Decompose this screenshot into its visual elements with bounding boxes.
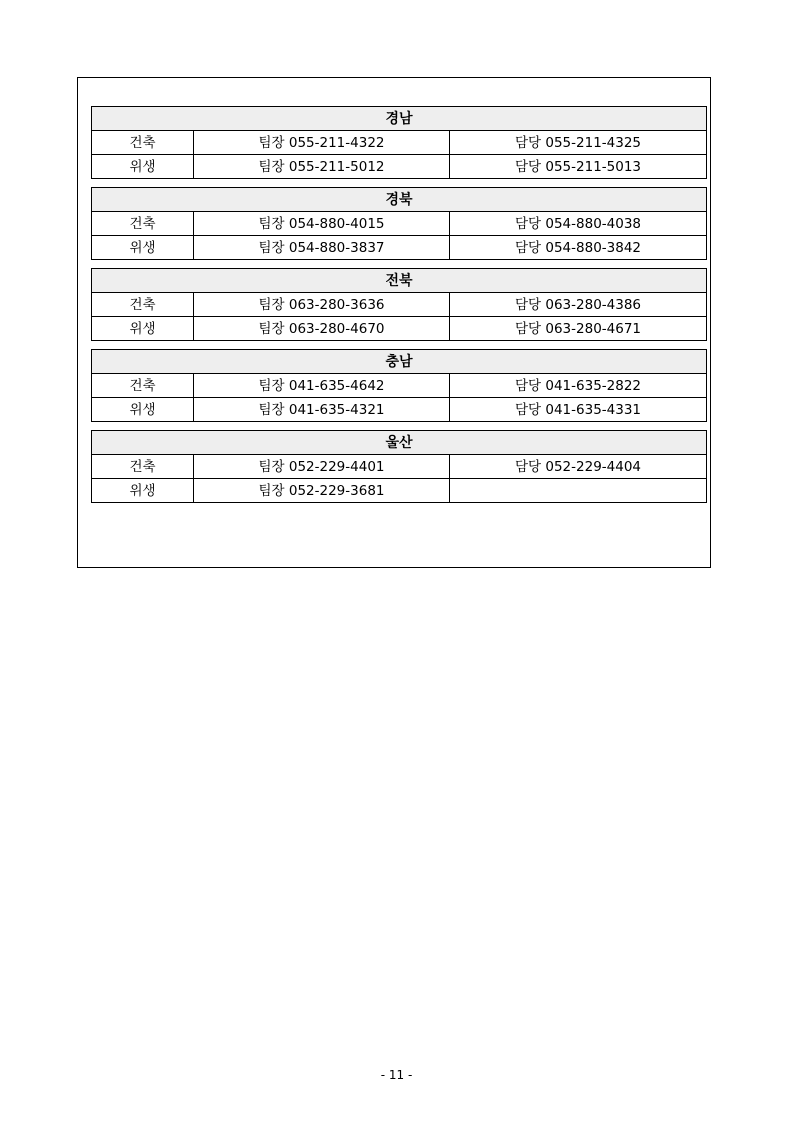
table-row <box>92 212 707 236</box>
leader-phone-cell: 팀장 041-635-4321 <box>194 398 450 422</box>
table-row <box>92 293 707 317</box>
staff-phone-cell: 담당 063-280-4386 <box>450 293 707 317</box>
staff-phone-cell: 담당 052-229-4404 <box>450 455 707 479</box>
staff-phone-cell: 담당 054-880-4038 <box>450 212 707 236</box>
leader-phone-cell: 팀장 054-880-4015 <box>194 212 450 236</box>
dept-cell: 건축 <box>92 455 194 479</box>
region-table-jeonbuk <box>91 268 707 341</box>
staff-phone-cell <box>450 479 707 503</box>
page-number: - 11 - <box>380 1068 413 1082</box>
table-row <box>92 479 707 503</box>
dept-cell: 건축 <box>92 293 194 317</box>
dept-cell: 위생 <box>92 236 194 260</box>
leader-phone-cell: 팀장 052-229-3681 <box>194 479 450 503</box>
table-row <box>92 455 707 479</box>
leader-phone-cell: 팀장 055-211-5012 <box>194 155 450 179</box>
staff-phone-cell: 담당 055-211-4325 <box>450 131 707 155</box>
region-title: 충남 <box>92 350 707 374</box>
region-title: 경북 <box>92 188 707 212</box>
region-title: 전북 <box>92 269 707 293</box>
table-row <box>92 131 707 155</box>
dept-cell: 건축 <box>92 374 194 398</box>
table-row <box>92 398 707 422</box>
regions-container <box>91 106 706 511</box>
dept-cell: 위생 <box>92 479 194 503</box>
dept-cell: 위생 <box>92 398 194 422</box>
staff-phone-cell: 담당 041-635-4331 <box>450 398 707 422</box>
leader-phone-cell: 팀장 063-280-4670 <box>194 317 450 341</box>
region-table-gyeongbuk <box>91 187 707 260</box>
table-row <box>92 317 707 341</box>
staff-phone-cell: 담당 055-211-5013 <box>450 155 707 179</box>
contact-box <box>77 77 711 568</box>
region-table-gyeongnam <box>91 106 707 179</box>
leader-phone-cell: 팀장 041-635-4642 <box>194 374 450 398</box>
dept-cell: 위생 <box>92 155 194 179</box>
table-row <box>92 236 707 260</box>
region-table-chungnam <box>91 349 707 422</box>
region-title: 울산 <box>92 431 707 455</box>
staff-phone-cell: 담당 041-635-2822 <box>450 374 707 398</box>
table-row <box>92 374 707 398</box>
region-table-ulsan <box>91 430 707 503</box>
table-row <box>92 155 707 179</box>
dept-cell: 위생 <box>92 317 194 341</box>
staff-phone-cell: 담당 054-880-3842 <box>450 236 707 260</box>
staff-phone-cell: 담당 063-280-4671 <box>450 317 707 341</box>
leader-phone-cell: 팀장 052-229-4401 <box>194 455 450 479</box>
leader-phone-cell: 팀장 054-880-3837 <box>194 236 450 260</box>
leader-phone-cell: 팀장 055-211-4322 <box>194 131 450 155</box>
dept-cell: 건축 <box>92 131 194 155</box>
leader-phone-cell: 팀장 063-280-3636 <box>194 293 450 317</box>
dept-cell: 건축 <box>92 212 194 236</box>
region-title: 경남 <box>92 107 707 131</box>
